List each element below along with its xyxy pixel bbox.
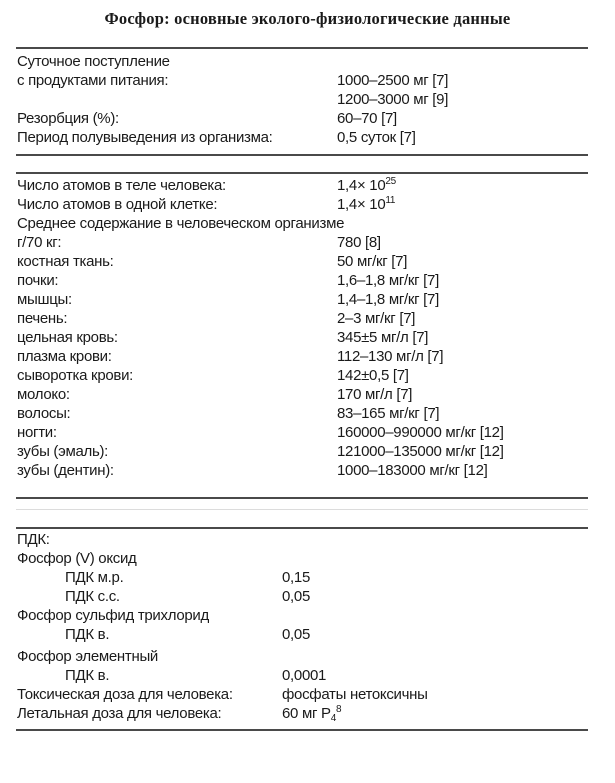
content-value: 170 мг/л [7] xyxy=(337,386,413,403)
lethal-dose-label: Летальная доза для человека: xyxy=(17,705,222,722)
resorption-value: 60–70 [7] xyxy=(337,110,397,127)
section-divider xyxy=(16,154,588,156)
content-value: 1,4–1,8 мг/кг [7] xyxy=(337,291,439,308)
content-value: 160000–990000 мг/кг [12] xyxy=(337,424,504,441)
lethal-dose-superscript: 8 xyxy=(335,704,342,715)
page-title: Фосфор: основные эколого-физиологические данные xyxy=(104,9,511,28)
content-value: 112–130 мг/л [7] xyxy=(337,348,444,365)
content-label: зубы (дентин): xyxy=(17,462,114,479)
content-value: 83–165 мг/кг [7] xyxy=(337,405,440,422)
substance-name: Фосфор элементный xyxy=(17,648,159,665)
limit-value: 0,05 xyxy=(282,588,310,605)
limit-value: 0,0001 xyxy=(282,667,327,684)
limit-label: ПДК с.с. xyxy=(65,588,120,605)
content-label: костная ткань: xyxy=(17,253,114,270)
atoms-cell-mantissa: 1,4× 10 xyxy=(337,196,386,213)
content-value: 1000–183000 мг/кг [12] xyxy=(337,462,488,479)
atoms-cell-label: Число атомов в одной клетке: xyxy=(17,196,218,213)
content-label: ногти: xyxy=(17,424,57,441)
toxic-dose-label: Токсическая доза для человека: xyxy=(17,686,233,703)
content-value: 1,6–1,8 мг/кг [7] xyxy=(337,272,439,289)
substance-name: Фосфор (V) оксид xyxy=(17,550,137,567)
halflife-label: Период полувыведения из организма: xyxy=(17,129,273,146)
intake-value: 1200–3000 мг [9] xyxy=(337,91,449,108)
content-label: плазма крови: xyxy=(17,348,112,365)
content-value: 345±5 мг/л [7] xyxy=(337,329,429,346)
limit-label: ПДК в. xyxy=(65,667,110,684)
limit-label: ПДК в. xyxy=(65,626,110,643)
content-label: почки: xyxy=(17,272,59,289)
content-label: молоко: xyxy=(17,386,70,403)
atoms-body-mantissa: 1,4× 10 xyxy=(337,177,386,194)
content-label: г/70 кг: xyxy=(17,234,62,251)
section-divider xyxy=(16,47,588,49)
content-value: 2–3 мг/кг [7] xyxy=(337,310,416,327)
atoms-cell-value xyxy=(337,195,395,214)
content-value: 780 [8] xyxy=(337,234,381,251)
limit-value: 0,05 xyxy=(282,626,310,643)
content-label: печень: xyxy=(17,310,68,327)
content-value: 50 мг/кг [7] xyxy=(337,253,408,270)
section-divider xyxy=(16,527,588,529)
atoms-body-label: Число атомов в теле человека: xyxy=(17,177,226,194)
resorption-label: Резорбция (%): xyxy=(17,110,119,127)
intake-label: Суточное поступление xyxy=(17,53,170,70)
substance-name: Фосфор сульфид трихлорид xyxy=(17,607,209,624)
section-divider xyxy=(16,497,588,499)
content-label: цельная кровь: xyxy=(17,329,118,346)
avg-heading: Среднее содержание в человеческом организме xyxy=(17,215,345,232)
pdk-heading: ПДК: xyxy=(17,531,50,548)
atoms-cell-exponent: 11 xyxy=(385,195,396,206)
lethal-dose-main: 60 мг Р xyxy=(282,705,331,722)
content-label: мышцы: xyxy=(17,291,72,308)
section-divider xyxy=(16,509,588,510)
limit-label: ПДК м.р. xyxy=(65,569,124,586)
section-divider xyxy=(16,729,588,731)
intake-label-cont: с продуктами питания: xyxy=(17,72,169,89)
toxic-dose-value: фосфаты нетоксичны xyxy=(282,686,428,703)
halflife-value: 0,5 суток [7] xyxy=(337,129,416,146)
intake-value: 1000–2500 мг [7] xyxy=(337,72,449,89)
content-label: зубы (эмаль): xyxy=(17,443,109,460)
section-divider xyxy=(16,172,588,174)
content-label: волосы: xyxy=(17,405,71,422)
lethal-dose-subscript: 4 xyxy=(330,713,336,724)
atoms-body-exponent: 25 xyxy=(385,176,396,187)
content-value: 142±0,5 [7] xyxy=(337,367,409,384)
content-value: 121000–135000 мг/кг [12] xyxy=(337,443,504,460)
content-label: сыворотка крови: xyxy=(17,367,134,384)
atoms-body-value xyxy=(337,176,396,195)
limit-value: 0,15 xyxy=(282,569,310,586)
lethal-dose-value xyxy=(282,704,341,723)
